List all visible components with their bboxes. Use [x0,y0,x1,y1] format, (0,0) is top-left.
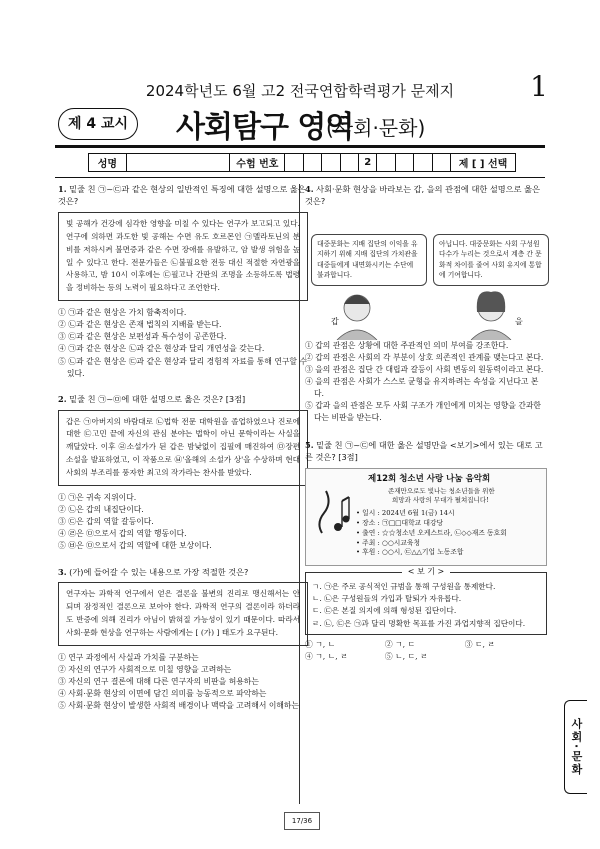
exam-digit: 2 [359,154,377,171]
exam-number-label: 수험 번호 [230,154,285,171]
exam-digit [285,154,303,171]
person-a-label: 갑 [331,316,339,326]
answer-option[interactable]: ① ㉠은 귀속 지위이다. [58,493,137,503]
poster-line: • 출연 : ☆☆청소년 오케스트라, ㉡◇◇재즈 동호회 [356,528,507,537]
page-total: 36 [303,817,313,825]
answer-option[interactable]: ③ ㉢과 같은 현상은 보편성과 특수성이 공존한다. [58,332,227,342]
passage-box: 연구자는 과학적 연구에서 얻은 결론을 불변의 진리로 맹신해서는 안 되며 잠정적인 결론으로 보아야 한다. 과학적 연구의 결론이라 하더라도 반증에 의해 진리가 아님이 밝혀질 가능성이 있기 때문이다. 따라서 사회·문화 현상을 연구하는 사람에게는 [ (가) ] 태도가 요구된다. [58,582,308,646]
answer-option[interactable]: ④ ㄱ, ㄴ, ㄹ [305,651,348,661]
info-row [88,153,516,172]
passage-box: 빛 공해가 건강에 심각한 영향을 미칠 수 있다는 연구가 보고되고 있다. 연구에 의하면 과도한 빛 공해는 수면 유도 호르몬인 ㉠멜라토닌의 분비를 저하시켜 불면증과 같은 수면 장애를 유발하고, 암 발생 위험을 높일 수 있다고 한다. 전문가들은 ㉡불필요한 전등 대신 적절한 자연광을 사용하고, 밤 10시 이후에는 ㉢필고나 간판의 조명을 소등하도록 법령을 정비하는 등의 노력이 필요하다고 조언한다. [58,212,308,301]
bogi-item: ㄹ. ㉡, ㉢은 ㉠과 달리 명확한 목표를 가진 과업지향적 집단이다. [312,618,526,628]
poster-subtitle: 희망과 사랑의 무대가 펼쳐집니다! [392,496,489,505]
answer-option[interactable]: ② ㉡과 같은 현상은 존재 법칙의 지배를 받는다. [58,320,222,330]
choice-label: 제 [ ] 선택 [458,159,508,170]
answer-option[interactable]: ④ 을의 관점은 사회가 스스로 균형을 유지하려는 속성을 지닌다고 본다. [305,377,539,399]
exam-digit [396,154,414,171]
question-2 [58,394,308,553]
exam-digit [341,154,359,171]
poster-line: • 일시 : 2024년 6월 1(금) 14시 [356,509,455,518]
answer-option[interactable]: ② ㉡은 갑의 내집단이다. [58,505,144,515]
name-field [127,154,231,171]
subject-title: 사회탐구 영역 [176,110,354,145]
answer-option[interactable]: ⑤ ㄴ, ㄷ, ㄹ [384,651,428,661]
page-number: 1 [530,70,548,103]
exam-digit [377,154,395,171]
concert-poster [305,468,547,566]
poster-line: • 주최 : ○○시교육청 [356,538,421,547]
bogi-item: ㄷ. ㉢은 본질 의지에 의해 형성된 집단이다. [312,606,457,616]
question-number: 1. [58,184,67,194]
answer-option[interactable]: ④ 사회·문화 현상의 이면에 담긴 의미를 능동적으로 파악하는 [58,689,267,699]
question-number: 3. [58,566,67,577]
option-row [305,639,547,651]
speech-bubble-b: 아닙니다. 대중문화는 사회 구성원 다수가 누리는 것으로서 계층 간 문화적 차이를 줄여 사회 유지에 통합에 기여합니다. [433,234,549,286]
answer-option[interactable]: ⑤ ㉡과 같은 현상은 ㉢과 같은 현상과 달리 경험적 자료를 통해 연구할 수 있다. [58,356,307,378]
question-3 [58,567,308,713]
subject-subtitle: (사회·문화) [326,116,426,140]
answer-option[interactable]: ② 갑의 관점은 사회의 각 부분이 상호 의존적인 관계를 맺는다고 본다. [305,352,544,362]
right-column [305,184,547,663]
poster-line: • 후원 : ○○시, ㉢△△기업 노동조합 [356,548,464,557]
exam-digit [414,154,432,171]
question-number: 5. [305,440,314,451]
answer-option[interactable]: ① ㄱ, ㄴ [305,639,336,649]
question-stem: (가)에 들어갈 수 있는 내용으로 가장 적절한 것은? [69,566,249,577]
answer-option[interactable]: ⑤ 갑과 을의 관점은 모두 사회 구조가 개인에게 미치는 영향을 간과한다는 비판을 받는다. [305,401,541,423]
passage-box: 갑은 ㉠아버지의 바람대로 ㉡법학 전문 대학원을 졸업하였으나 진로에 대한 ㉢고민 끝에 자신의 관심 분야는 법학이 아닌 문학이라는 사실을 깨달았다. 이후 ㉣소설가가 된 갑은 밤낮없이 집필에 매진하여 ㉤장편 소설을 발표하였고, 이 작품으로 ㉥'올해의 소설가 상'을 수상하며 현대 사회의 부조리를 풍자한 최고의 작가라는 찬사를 받았다. [58,410,308,487]
poster-line: • 장소 : ㉠□□대학교 대강당 [356,518,444,527]
person-b-icon [471,291,511,340]
exam-digit [433,154,451,171]
exam-digit [304,154,322,171]
answer-option[interactable]: ④ ㉠과 같은 현상은 ㉡과 같은 현상과 달리 개연성을 갖는다. [58,344,265,354]
poster-subtitle: 존재만으로도 빛나는 청소년들을 위한 [388,487,495,496]
dialogue-illustration [305,212,547,340]
option-row [305,651,547,663]
question-number: 4. [305,184,314,194]
bogi-item: ㄱ. ㉠은 주로 공식적인 규범을 통해 구성원을 통제한다. [312,582,496,592]
body-rule [55,177,545,178]
exam-digit [322,154,340,171]
bogi-box [305,567,547,635]
answer-option[interactable]: ① ㉠과 같은 현상은 가치 함축적이다. [58,308,187,318]
bogi-item: ㄴ. ㉡은 구성원들의 가입과 탈퇴가 자유롭다. [312,594,462,604]
page-current: 17 [291,817,301,825]
page-footer: 17/36 [284,812,320,830]
answer-option[interactable]: ⑤ 사회·문화 현상이 발생한 사회적 배경이나 맥락을 고려해서 이해하는 [58,701,299,711]
answer-option[interactable]: ④ ㉣은 ㉤으로서 갑의 역할 행동이다. [58,529,187,539]
answer-option[interactable]: ③ ㉢은 갑의 역할 갈등이다. [58,517,154,527]
answer-option[interactable]: ② 자신의 연구가 사회적으로 미칠 영향을 고려하는 [58,665,232,675]
answer-option[interactable]: ① 연구 과정에서 사실과 가치를 구분하는 [58,653,199,663]
bogi-title: < 보 기 > [402,567,451,576]
answer-option[interactable]: ③ ㄷ, ㄹ [464,639,496,649]
poster-details [356,509,507,558]
question-stem: 사회·문화 현상을 바라보는 갑, 을의 관점에 대한 설명으로 옳은 것은? [305,184,540,206]
session-badge: 제 4 교시 [58,108,138,140]
answer-option[interactable]: ⑤ ㉥은 ㉤으로서 갑의 역할에 대한 보상이다. [58,541,212,551]
subject-side-tab: 사회·문화 [564,700,587,794]
header-rule [55,145,545,148]
question-stem: 밑줄 친 ㉠~㉤에 대한 설명으로 옳은 것은? [3점] [69,393,246,404]
question-4 [305,184,547,424]
speech-bubble-a: 대중문화는 지배 집단의 이익을 유지하기 위해 지배 집단의 가치관을 대중들에게 내면화시키는 수단에 불과합니다. [311,234,427,286]
person-a-icon [337,295,377,340]
music-note-icon [312,483,352,543]
exam-title: 2024학년도 6월 고2 전국연합학력평가 문제지 [145,82,455,100]
poster-title: 제12회 청소년 사랑 나눔 음악회 [368,474,491,485]
answer-option[interactable]: ① 갑의 관점은 상황에 대한 주관적인 의미 부여를 강조한다. [305,340,509,350]
question-stem: 밑줄 친 ㉠~㉢에 대한 옳은 설명만을 <보기>에서 있는 대로 고른 것은? [3점] [305,440,543,463]
person-b-label: 을 [515,316,523,326]
answer-option[interactable]: ③ 을의 관점은 집단 간 대립과 갈등이 사회 변동의 원동력이라고 본다. [305,364,544,374]
question-5 [305,440,547,663]
question-number: 2. [58,393,67,404]
question-stem: 밑줄 친 ㉠~㉢과 같은 현상의 일반적인 특징에 대한 설명으로 옳은 것은? [58,184,306,206]
answer-option[interactable]: ③ 자신의 연구 결론에 대해 다른 연구자의 비판을 허용하는 [58,677,259,687]
people-illustration [305,212,547,340]
left-column [58,184,308,712]
answer-option[interactable]: ② ㄱ, ㄷ [384,639,416,649]
question-1 [58,184,308,380]
name-label: 성명 [89,154,127,171]
